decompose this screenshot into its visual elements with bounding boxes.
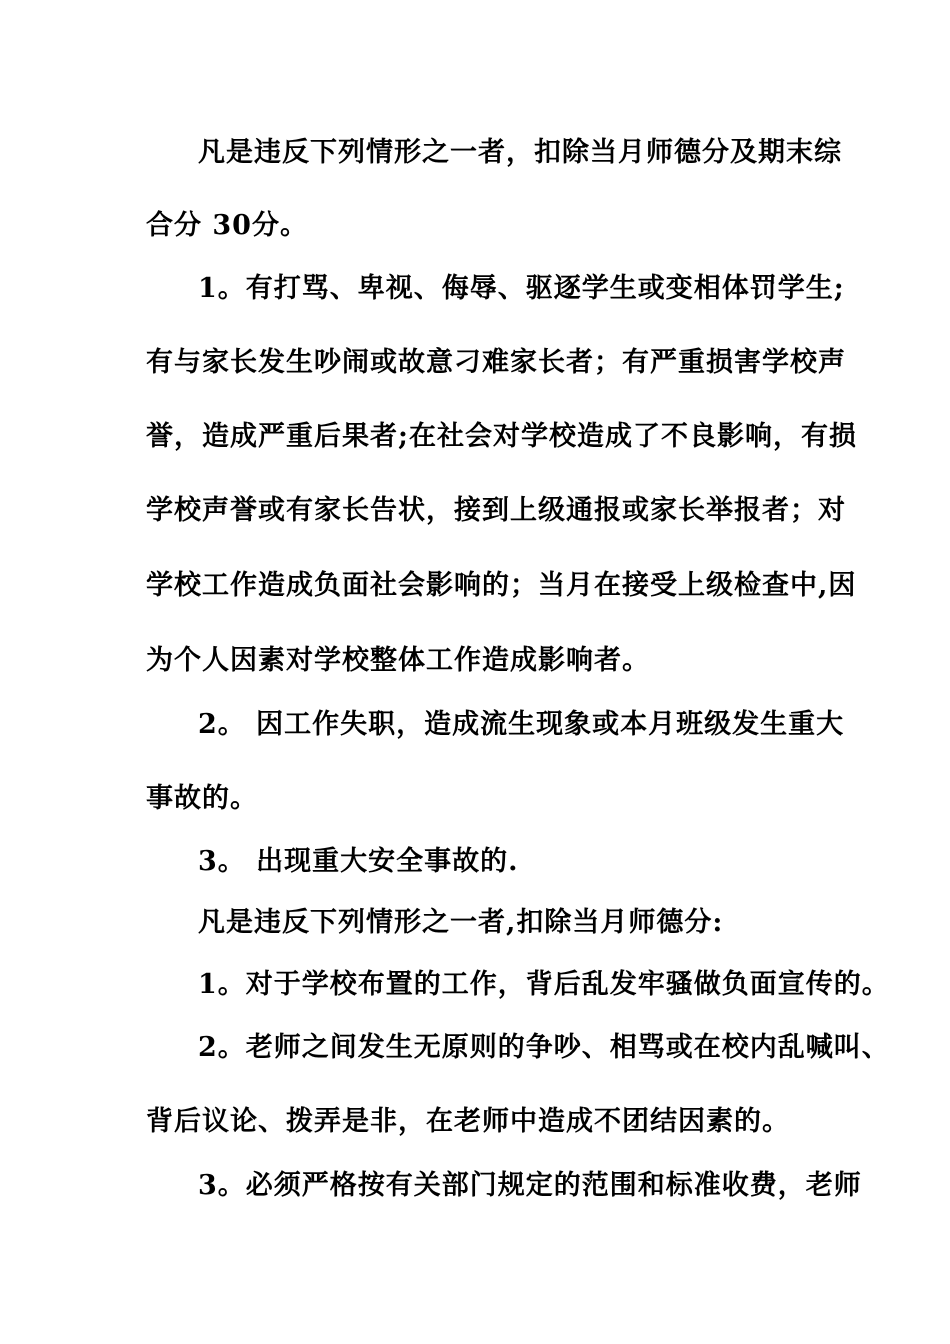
list-item-line: 2。 因工作失职，造成流生现象或本月班级发生重大: [198, 709, 845, 740]
paragraph-line: 学校声誉或有家长告状，接到上级通报或家长举报者；对: [146, 495, 846, 526]
paragraph-line: 背后议论、拨弄是非，在老师中造成不团结因素的。: [146, 1106, 790, 1137]
list-item-line: 3。 出现重大安全事故的.: [198, 846, 519, 877]
paragraph-line: 有与家长发生吵闹或故意刁难家长者；有严重损害学校声: [146, 347, 846, 378]
paragraph-line: 合分 30分。: [146, 210, 308, 241]
list-item-line: 1。有打骂、卑视、侮辱、驱逐学生或变相体罚学生;: [198, 273, 845, 304]
paragraph-line: 学校工作造成负面社会影响的；当月在接受上级检查中,因: [146, 570, 857, 601]
list-item-line: 3。必须严格按有关部门规定的范围和标准收费，老师: [198, 1170, 862, 1201]
list-item-line: 2。老师之间发生无原则的争吵、相骂或在校内乱喊叫、: [198, 1032, 890, 1063]
paragraph-line: 誉，造成严重后果者;在社会对学校造成了不良影响，有损: [146, 421, 857, 452]
paragraph-line: 凡是违反下列情形之一者,扣除当月师德分:: [198, 907, 724, 938]
list-item-line: 1。对于学校布置的工作，背后乱发牢骚做负面宣传的。: [198, 969, 890, 1000]
paragraph-line: 凡是违反下列情形之一者，扣除当月师德分及期末综: [198, 137, 842, 168]
paragraph-line: 为个人因素对学校整体工作造成影响者。: [146, 645, 650, 676]
paragraph-line: 事故的。: [146, 783, 258, 814]
